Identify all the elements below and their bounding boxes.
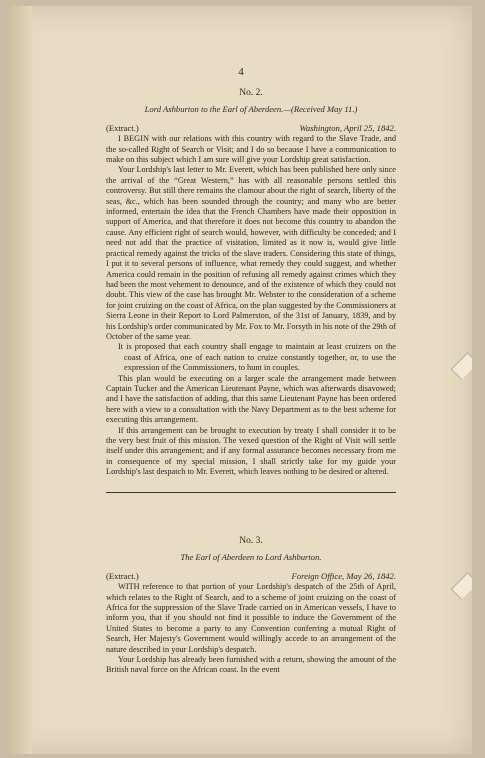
page-edge-tab bbox=[451, 352, 472, 380]
paragraph: I BEGIN with our relations with this country with regard to the Slave Trade, and the so-called Right of Search or Visit; and I do so because I have a communication to make on this subject which I am sure will give your Lordship great satisfaction. bbox=[106, 134, 396, 165]
document-page bbox=[10, 6, 472, 754]
extract-label: (Extract.) bbox=[106, 570, 139, 581]
dateline-row bbox=[106, 571, 396, 581]
dateline-row bbox=[106, 123, 396, 133]
paragraph: This plan would be executing on a larger scale the arrangement made between Captain Tucker and the American Lieutenant Payne, which was afterwards disavowed; and I have the satisfaction of adding, that this same Lieutenant Payne has been ordered here with a view to a consultation with the Navy Department as to the best scheme for executing this arrangement. bbox=[106, 373, 396, 425]
document-title: Lord Ashburton to the Earl of Aberdeen.—(Received May 11.) bbox=[144, 104, 358, 115]
paragraph: WITH reference to that portion of your Lordship's despatch of the 25th of April, which relates to the Right of Search, and to a scheme of joint cruizing on the coast of Africa for the suppression of the Slave Trade carried on in American vessels, I have to inform you, that if you should not find it possible to induce the Government of the United States to become a party to any Convention conferring a mutual Right of Search, Her Majesty's Government would willingly accede to an arrangement of the nature described in your Lordship's despatch. bbox=[106, 582, 396, 654]
page-edge-tab bbox=[451, 572, 472, 600]
document-no-2 bbox=[106, 88, 396, 509]
document-no-3 bbox=[106, 536, 396, 676]
dateline: Foreign Office, May 26, 1842. bbox=[291, 570, 396, 581]
paragraph: If this arrangement can be brought to execution by treaty I shall consider it to be the very best fruit of this mission. The vexed question of the Right of Visit will settle itself under this arrangement; and if any formal assurance becomes necessary from me in consequence of my special mission, I shall strictly take for my guide your Lordship's last despatch to Mr. Everett, which leaves nothing to be desired or altered. bbox=[106, 425, 396, 477]
paragraph: Your Lordship has already been furnished with a return, showing the amount of the British naval force on the African coast. In the event bbox=[106, 655, 396, 675]
page-number: 4 bbox=[238, 66, 244, 78]
paragraph: It is proposed that each country shall engage to maintain at least cruizers on the coast of Africa, one of each nation to cruize constantly together, or, to use the expression of the Commissioners, to hunt in couples. bbox=[118, 342, 396, 373]
document-title: The Earl of Aberdeen to Lord Ashburton. bbox=[180, 552, 322, 563]
page-binding bbox=[10, 6, 32, 754]
extract-label: (Extract.) bbox=[106, 122, 139, 133]
paragraph: Your Lordship's last letter to Mr. Everett, which has been published here only since the arrival of the “Great Western,” has with all reasonable persons settled this controversy. But still there remains the clamour about the right of search, liberty of the seas, &c., which has been sounded through the country; and many who are better informed, entertain the idea that the French Chambers have made their opposition in support of America, and that therefore it does not become this country to abandon the cause. Any efficient right of search would, however, with difficulty be conceded; and I need not add that the practice of visitation, limited as it now is, would give little practical remedy against the tricks of the slave traders. Considering this state of things, I put it to several persons of influence, what remedy they could suggest, and whether America could remain in the position of refusing all remedy against crimes which they had been the most vehement to denounce, and of the existence of which they could not doubt. This view of the case has brought Mr. Webster to the consideration of a scheme for joint cruizing on the coast of Africa, on the plan suggested by the Commissioners at Sierra Leone in their Report to Lord Palmerston, of the 31st of January, 1839, and by his Lordship's order communicated by Mr. Fox to Mr. Forsyth in his note of the 29th of October of the same year. bbox=[106, 165, 396, 341]
dateline: Washington, April 25, 1842. bbox=[299, 122, 396, 133]
document-number: No. 2. bbox=[239, 88, 263, 98]
document-number: No. 3. bbox=[239, 536, 263, 546]
section-divider bbox=[106, 492, 396, 493]
